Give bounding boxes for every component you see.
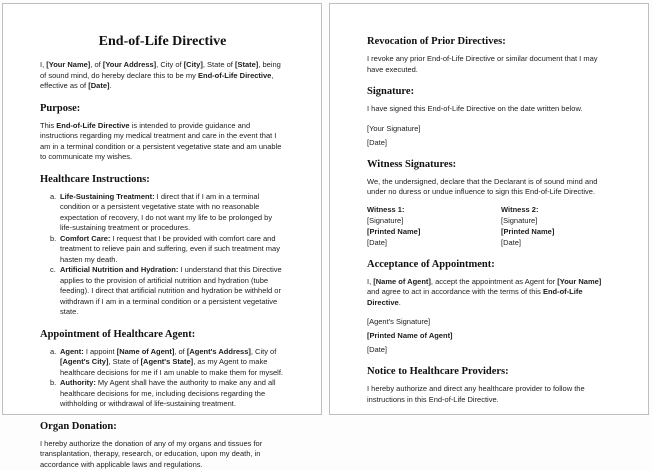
list-item-artificial-nutrition — [40, 265, 285, 318]
list-item-agent — [40, 347, 285, 379]
page-1 — [2, 3, 322, 415]
witness-2-date-placeholder: [Date] — [501, 237, 635, 248]
list-item-text: Artificial Nutrition and Hydration: I understand that this Directive applies to the provision of artificial nutrition and hydration (tube feeding). I direct that artificial nutrition and hydration be withheld or withdrawn if I am in a terminal condition or a persistent vegetative state. — [60, 265, 285, 318]
agent-signature-placeholder: [Agent's Signature] — [367, 317, 612, 327]
list-marker: b. — [50, 234, 60, 266]
notice-heading: Notice to Healthcare Providers: — [367, 366, 612, 377]
appointment-heading: Appointment of Healthcare Agent: — [40, 329, 285, 340]
witness-1-label: Witness 1: — [367, 204, 501, 215]
witness-2-column — [501, 204, 635, 248]
witness-paragraph: We, the undersigned, declare that the Declarant is of sound mind and under no duress or undue influence to sign this End-of-Life Directive. — [367, 177, 612, 198]
organ-donation-heading: Organ Donation: — [40, 421, 285, 432]
document-title: End-of-Life Directive — [40, 34, 285, 50]
list-marker: c. — [50, 265, 60, 318]
your-signature-placeholder: [Your Signature] — [367, 124, 612, 134]
list-marker: a. — [50, 347, 60, 379]
purpose-heading: Purpose: — [40, 103, 285, 114]
witness-signatures-heading: Witness Signatures: — [367, 159, 612, 170]
signature-heading: Signature: — [367, 86, 612, 97]
healthcare-instructions-heading: Healthcare Instructions: — [40, 174, 285, 185]
organ-donation-paragraph: I hereby authorize the donation of any of my organs and tissues for transplantation, therapy, research, or education, upon my death, in accordance with applicable laws and regulations. — [40, 439, 285, 470]
acceptance-heading: Acceptance of Appointment: — [367, 259, 612, 270]
revocation-heading: Revocation of Prior Directives: — [367, 36, 612, 47]
witness-columns — [367, 204, 612, 248]
agent-date-placeholder: [Date] — [367, 345, 612, 355]
signature-paragraph: I have signed this End-of-Life Directive on the date written below. — [367, 104, 612, 115]
witness-1-date-placeholder: [Date] — [367, 237, 501, 248]
list-item-comfort-care — [40, 234, 285, 266]
list-marker: a. — [50, 192, 60, 234]
intro-paragraph: I, [Your Name], of [Your Address], City of [City], State of [State], being of sound mind, do hereby declare this to be my End-of-Life Directive, effective as of [Date]. — [40, 60, 285, 92]
witness-2-printed-name-placeholder: [Printed Name] — [501, 226, 635, 237]
witness-1-printed-name-placeholder: [Printed Name] — [367, 226, 501, 237]
witness-2-signature-placeholder: [Signature] — [501, 215, 635, 226]
witness-1-column — [367, 204, 501, 248]
acceptance-paragraph: I, [Name of Agent], accept the appointment as Agent for [Your Name] and agree to act in accordance with the terms of this End-of-Life Directive. — [367, 277, 612, 309]
appointment-list — [40, 347, 285, 410]
list-item-authority — [40, 378, 285, 410]
list-item-life-sustaining-treatment — [40, 192, 285, 234]
notice-paragraph: I hereby authorize and direct any healthcare provider to follow the instructions in this End-of-Life Directive. — [367, 384, 612, 405]
list-item-text: Agent: I appoint [Name of Agent], of [Agent's Address], City of [Agent's City], State of [Agent's State], as my Agent to make healthcare decisions for me if I am unable to make them for myself. — [60, 347, 285, 379]
purpose-paragraph: This End-of-Life Directive is intended to provide guidance and instructions regarding my medical treatment and care in the event that I am in a terminal condition or a persistent vegetative state and am unable to communicate my wishes. — [40, 121, 285, 163]
list-marker: b. — [50, 378, 60, 410]
page-2 — [329, 3, 649, 415]
list-item-text: Authority: My Agent shall have the authority to make any and all healthcare decisions for me, including decisions regarding the withholding or withdrawal of life-sustaining treatment. — [60, 378, 285, 410]
agent-printed-name-placeholder: [Printed Name of Agent] — [367, 331, 612, 341]
witness-2-label: Witness 2: — [501, 204, 635, 215]
healthcare-instructions-list — [40, 192, 285, 318]
signature-date-placeholder: [Date] — [367, 138, 612, 148]
list-item-text: Comfort Care: I request that I be provided with comfort care and treatment to relieve pain and suffering, even if such treatment may hasten my death. — [60, 234, 285, 266]
revocation-paragraph: I revoke any prior End-of-Life Directive or similar document that I may have executed. — [367, 54, 612, 75]
witness-1-signature-placeholder: [Signature] — [367, 215, 501, 226]
list-item-text: Life-Sustaining Treatment: I direct that if I am in a terminal condition or a persistent vegetative state with no reasonable expectation of recovery, I do not want my life to be prolonged by life-sustaining treatment or procedures. — [60, 192, 285, 234]
